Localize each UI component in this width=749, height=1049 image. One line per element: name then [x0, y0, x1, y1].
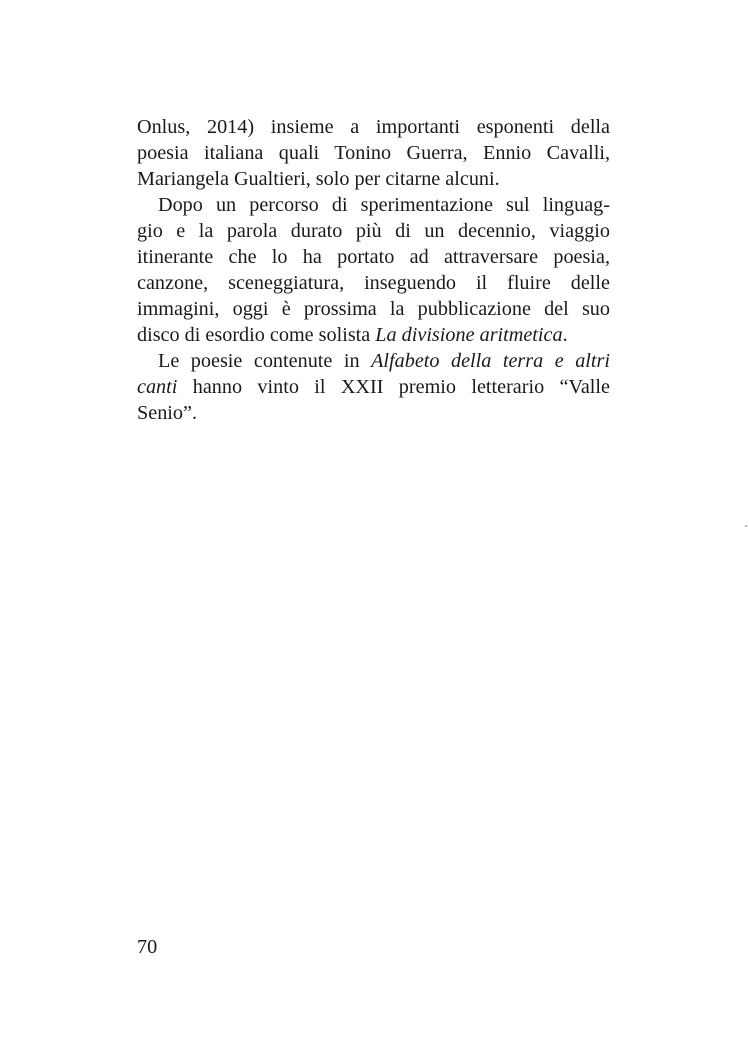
text-segment: Le poesie contenute in	[158, 350, 372, 372]
text-line	[137, 400, 610, 426]
paragraph-continuation	[137, 114, 610, 192]
text-segment: disco di esordio come solista	[137, 324, 376, 346]
scan-speck	[745, 525, 747, 527]
text-segment: gio e la parola durato più di un decennio, viaggio	[137, 220, 610, 242]
text-segment: canzone, sceneggiatura, inseguendo il fluire delle	[137, 272, 610, 294]
text-segment: Senio”.	[137, 402, 197, 424]
text-segment: Onlus, 2014) insieme a importanti esponenti della	[137, 116, 610, 138]
text-segment: Mariangela Gualtieri, solo per citarne alcuni.	[137, 168, 500, 190]
text-line	[137, 114, 610, 140]
text-segment: .	[562, 324, 568, 346]
text-segment: Dopo un percorso di sperimentazione sul linguag-	[158, 194, 610, 216]
text-line	[137, 166, 610, 192]
book-title: canti	[137, 376, 178, 398]
album-title: La divisione aritmetica	[375, 324, 563, 346]
text-line	[137, 192, 610, 218]
book-title: Alfabeto della terra e altri	[371, 350, 610, 372]
paragraph-percorso	[137, 192, 610, 348]
page-number: 70	[137, 936, 158, 958]
text-line	[137, 218, 610, 244]
text-line	[137, 296, 610, 322]
text-segment: hanno vinto il XXII premio letterario “Valle	[177, 376, 610, 398]
text-line	[137, 140, 610, 166]
text-line	[137, 348, 610, 374]
text-line	[137, 270, 610, 296]
text-segment: poesia italiana quali Tonino Guerra, Ennio Cavalli,	[137, 142, 610, 164]
text-line	[137, 322, 610, 348]
body-text	[137, 114, 610, 426]
paragraph-premio	[137, 348, 610, 426]
text-segment: itinerante che lo ha portato ad attraversare poesia,	[137, 246, 610, 268]
text-line	[137, 374, 610, 400]
text-line	[137, 244, 610, 270]
text-segment: immagini, oggi è prossima la pubblicazione del suo	[137, 298, 610, 320]
